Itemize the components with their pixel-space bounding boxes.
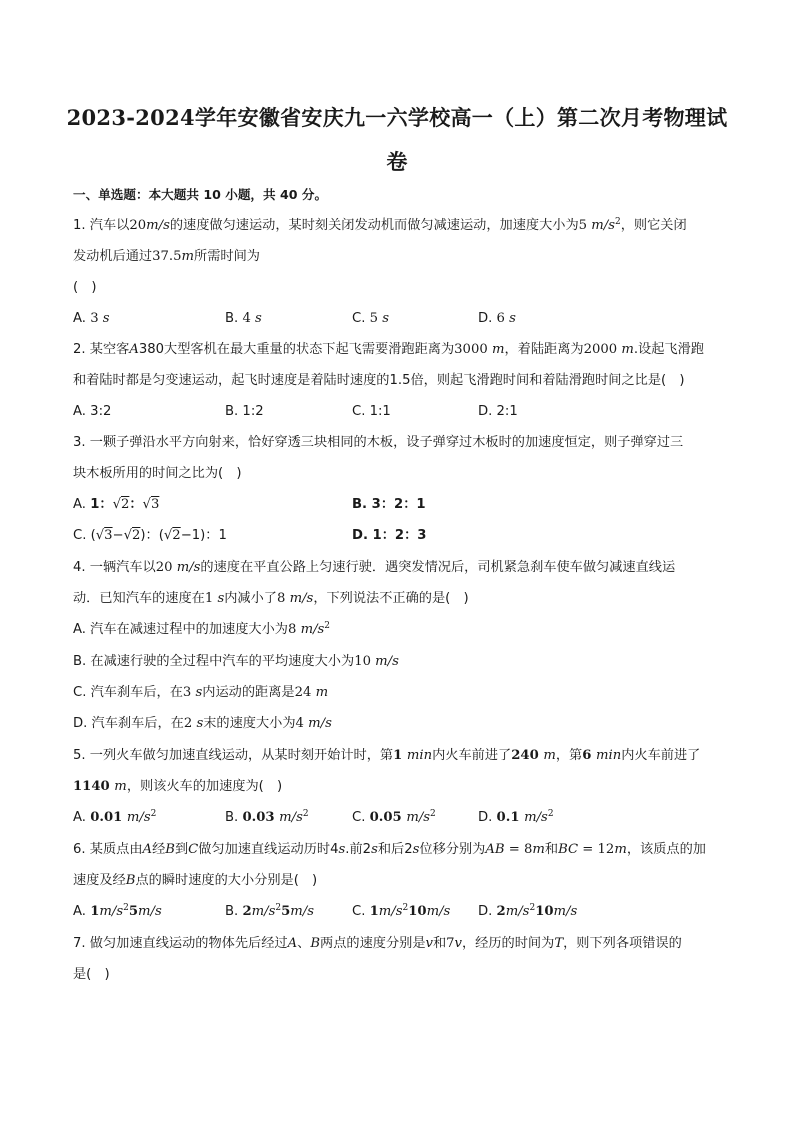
question-5-option-a: A. 0.01 $m/s^2$: [73, 809, 157, 825]
question-1-answer-bracket: ( ): [73, 280, 97, 295]
question-3-line-2: 块木板所用的时间之比为( ): [73, 466, 242, 481]
exam-title-line-1: 2023-2024学年安徽省安庆九一六学校高一（上）第二次月考物理试: [66, 105, 728, 130]
question-6-option-d: D. $2m/s^210m/s$: [478, 903, 578, 919]
question-3-option-a: A. 1：√2：√3: [73, 497, 160, 512]
question-2-option-d: D. 2:1: [478, 404, 518, 419]
question-5-line-2: 1140 m，则该火车的加速度为( ): [73, 779, 283, 794]
exam-title-line-2: 卷: [386, 149, 408, 174]
question-4-option-a: A. 汽车在减速过程中的加速度大小为8 $m/s^2$: [73, 621, 331, 637]
section-heading: 一、单选题：本大题共 10 小题，共 40 分。: [73, 187, 328, 202]
question-7-line-2: 是( ): [73, 967, 110, 982]
question-4-option-c: C. 汽车刹车后，在3 s内运动的距离是24 m: [73, 685, 329, 700]
question-5-option-d: D. 0.1 $m/s^2$: [478, 809, 554, 825]
question-3-option-c: C. (√3−√2)：(√2−1)：1: [73, 528, 227, 543]
sqrt-symbol: √: [123, 528, 133, 543]
question-5-line-1: 5. 一列火车做匀加速直线运动，从某时刻开始计时，第1 min内火车前进了240 m，第6 min内火车前进了: [73, 748, 701, 763]
question-5-option-b: B. 0.03 $m/s^2$: [225, 809, 309, 825]
question-2-line-2: 和着陆时都是匀变速运动，起飞时速度是着陆时速度的1.5倍，则起飞滑跑时间和着陆滑跑时间之比是( ): [73, 373, 685, 388]
question-5-option-c: C. 0.05 $m/s^2$: [352, 809, 436, 825]
question-3-line-1: 3. 一颗子弹沿水平方向射来，恰好穿透三块相同的木板，设子弹穿过木板时的加速度恒定，则子弹穿过三: [73, 435, 684, 450]
sqrt-symbol: √: [112, 497, 121, 512]
question-4-option-b: B. 在减速行驶的全过程中汽车的平均速度大小为10 m/s: [73, 654, 399, 669]
sqrt-symbol: √: [142, 497, 151, 512]
exam-title: [60, 96, 734, 184]
question-2-option-c: C. 1:1: [352, 404, 391, 419]
question-3-option-b: B. 3：2：1: [352, 497, 426, 512]
question-1-line-1: 1. 汽车以20m/s的速度做匀速运动，某时刻关闭发动机而做匀减速运动，加速度大小为5 $m/s^2$，则它关闭: [73, 217, 687, 233]
question-2-line-1: 2. 某空客A380大型客机在最大重量的状态下起飞需要滑跑距离为3000 m，着陆距离为2000 m.设起飞滑跑: [73, 342, 704, 357]
question-1-option-a: A. 3 s: [73, 311, 110, 326]
question-1-option-c: C. 5 s: [352, 311, 389, 326]
question-6-option-c: C. $1m/s^210m/s$: [352, 903, 451, 919]
question-6-option-b: B. $2m/s^25m/s$: [225, 903, 314, 919]
question-1-option-b: B. 4 s: [225, 311, 262, 326]
question-6-option-a: A. $1m/s^25m/s$: [73, 903, 162, 919]
question-2-option-b: B. 1:2: [225, 404, 264, 419]
question-1-option-d: D. 6 s: [478, 311, 516, 326]
question-6-line-1: 6. 某质点由A经B到C做匀加速直线运动历时4s.前2s和后2s位移分别为AB = 8m和BC = 12m，该质点的加: [73, 842, 706, 857]
question-4-line-2: 动．已知汽车的速度在1 s内减小了8 m/s，下列说法不正确的是( ): [73, 591, 469, 606]
question-3-option-d: D. 1：2：3: [352, 528, 427, 543]
question-1-line-2: 发动机后通过37.5m所需时间为: [73, 249, 260, 264]
sqrt-symbol: √: [163, 528, 173, 543]
question-2-option-a: A. 3:2: [73, 404, 112, 419]
question-7-line-1: 7. 做匀加速直线运动的物体先后经过A、B两点的速度分别是v和7v，经历的时间为T，则下列各项错误的: [73, 936, 682, 951]
question-6-line-2: 速度及经B点的瞬时速度的大小分别是( ): [73, 873, 318, 888]
question-4-option-d: D. 汽车刹车后，在2 s末的速度大小为4 m/s: [73, 716, 332, 731]
question-4-line-1: 4. 一辆汽车以20 m/s的速度在平直公路上匀速行驶．遇突发情况后，司机紧急刹车使车做匀减速直线运: [73, 560, 676, 575]
sqrt-symbol: √: [95, 528, 105, 543]
